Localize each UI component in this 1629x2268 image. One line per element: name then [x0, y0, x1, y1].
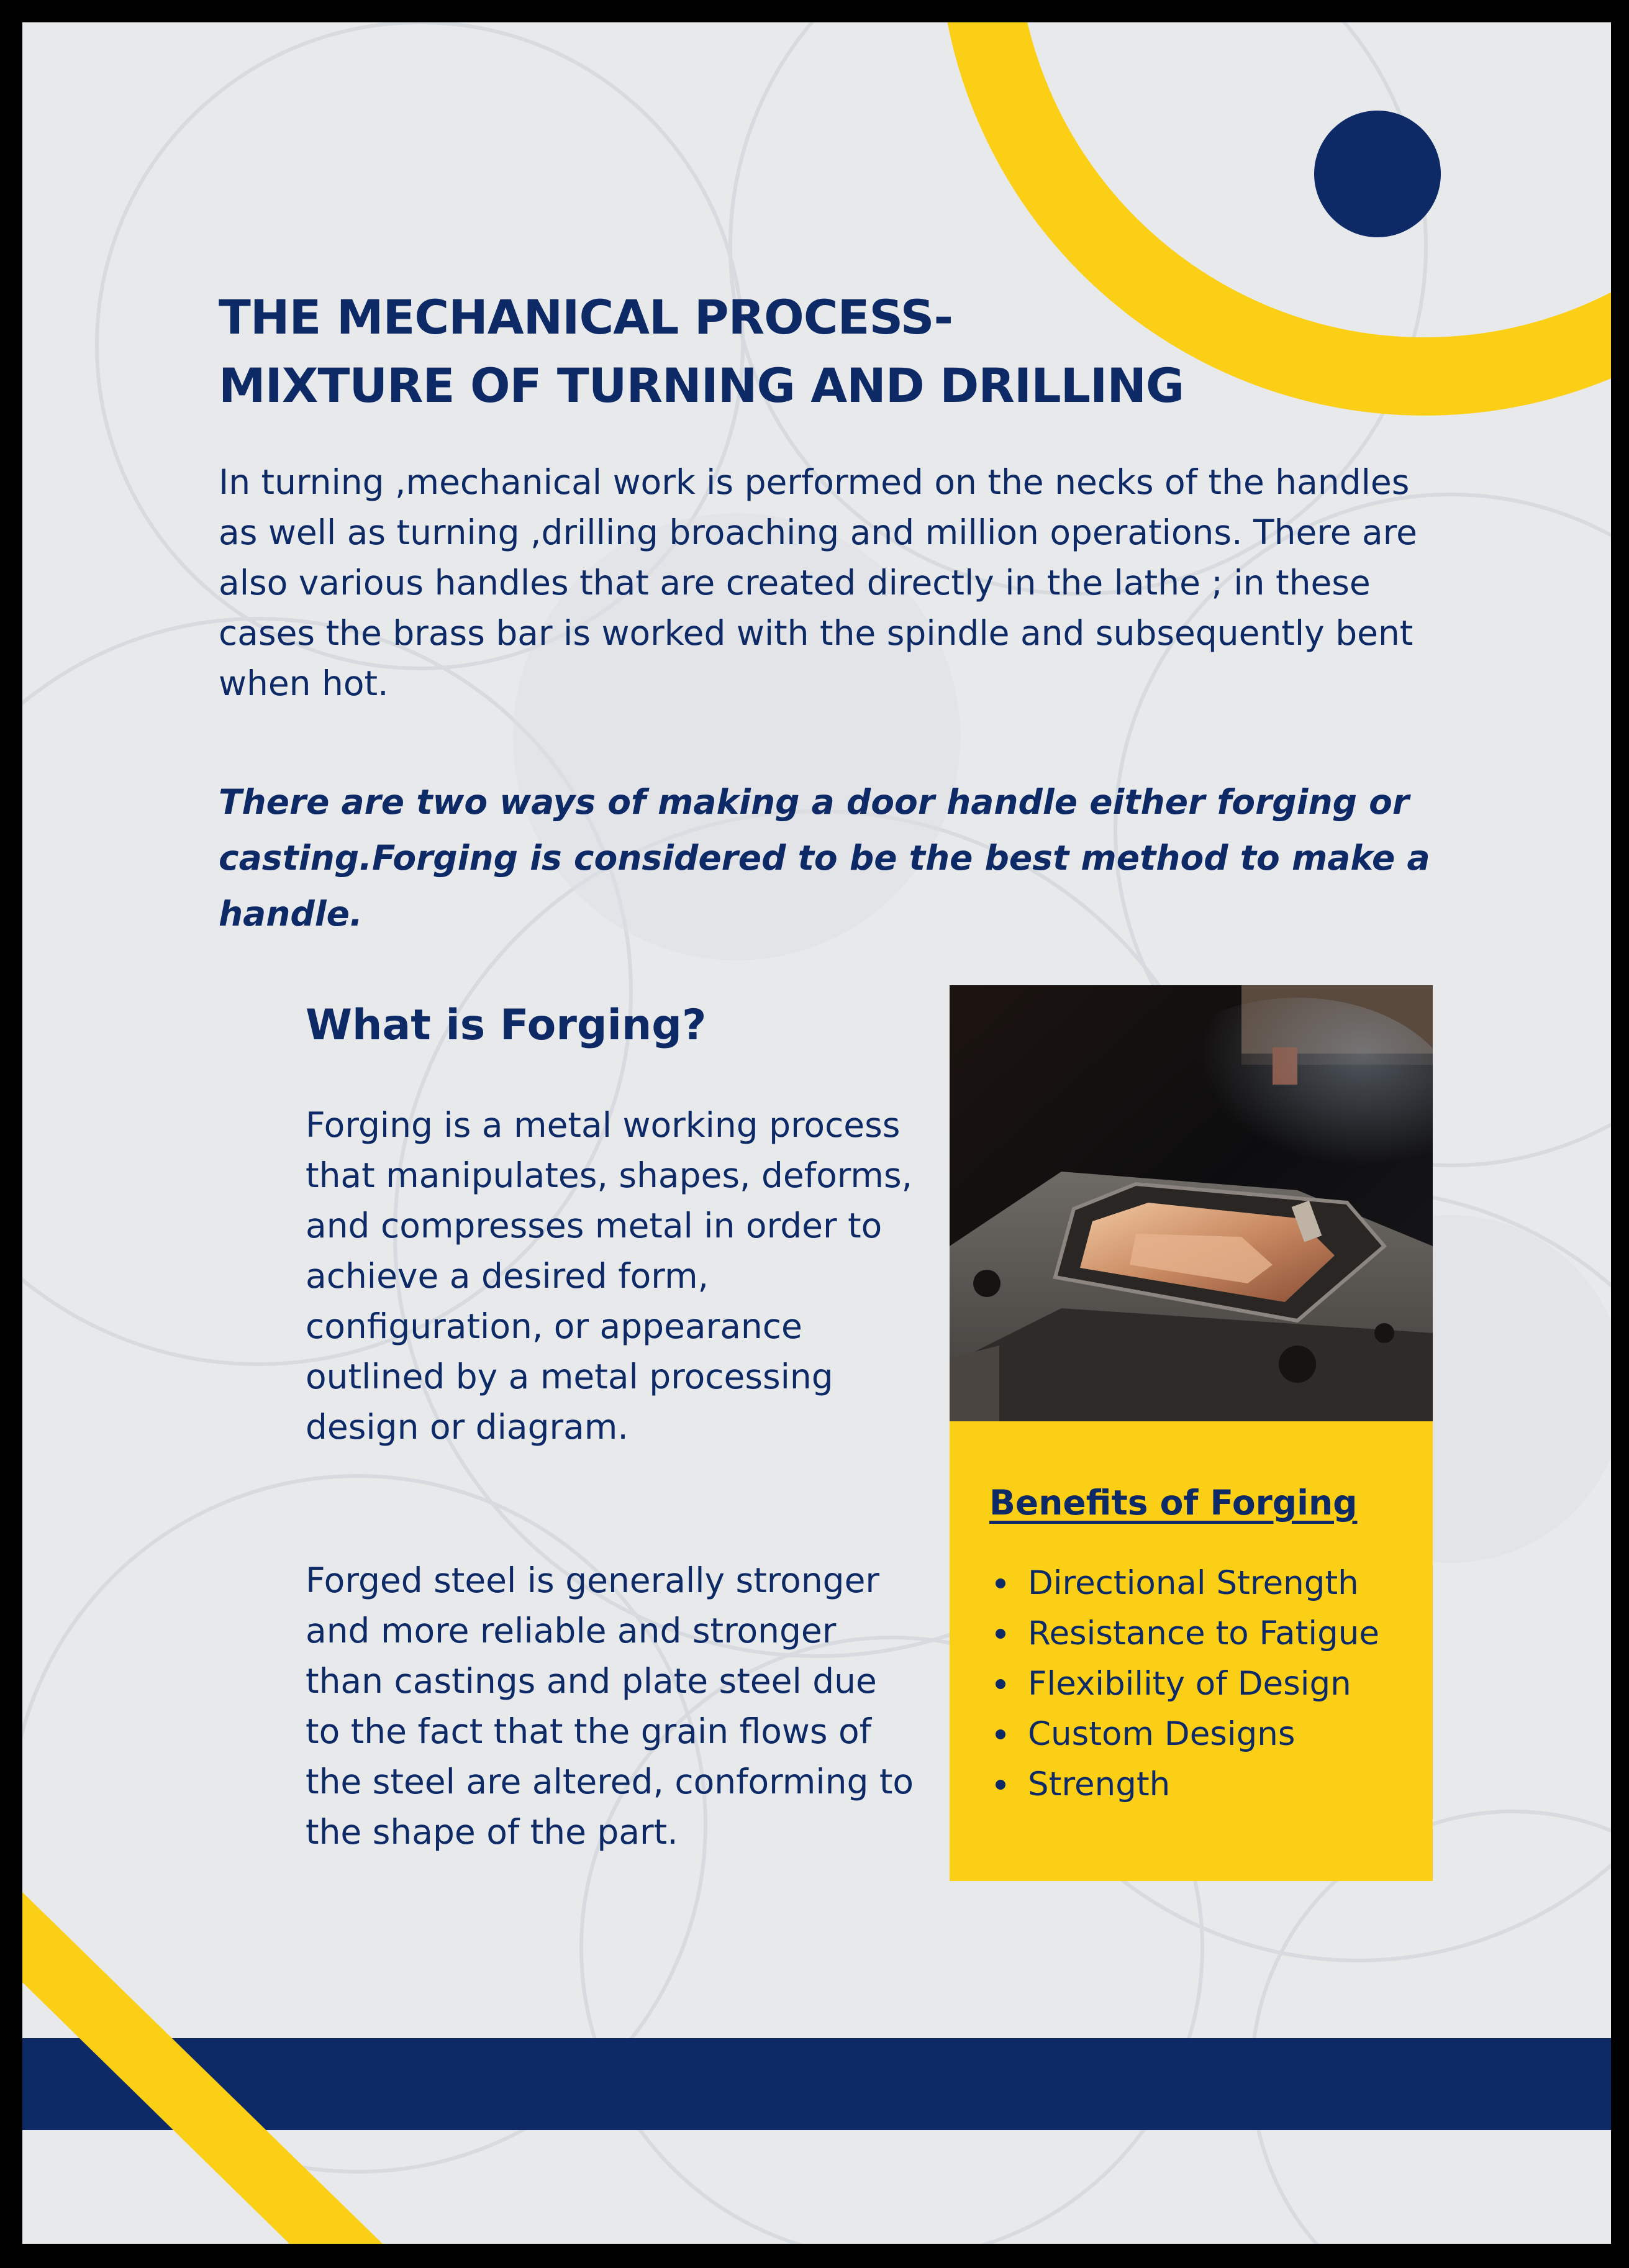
- forging-die-photo: [950, 985, 1433, 1421]
- navy-dot: [1314, 111, 1441, 237]
- forging-strength-paragraph: Forged steel is generally stronger and more reliable and stronger than castings and plate steel due to the fact that the grain flows of the steel are altered, conforming to the shape of the part.: [306, 1560, 914, 1852]
- intro-paragraph: In turning ,mechanical work is performed on the necks of the handles as well as turning ,drilling broaching and million operations. There are also various handles that are created directly in the lathe ; in these cases the brass bar is worked with the spindle and subsequently bent when hot.: [219, 462, 1417, 703]
- forging-die-illustration: [950, 985, 1433, 1421]
- benefits-list: [989, 1558, 1424, 1810]
- benefits-box: [950, 1421, 1433, 1881]
- benefit-item: Resistance to Fatigue: [989, 1608, 1424, 1659]
- page-title: [219, 283, 1399, 420]
- forging-heading: What is Forging?: [306, 1001, 707, 1050]
- emphasis-paragraph: There are two ways of making a door handle either forging or casting.Forging is considered to be the best method to make a handle.: [219, 782, 1430, 934]
- benefit-item: Directional Strength: [989, 1558, 1424, 1608]
- benefit-item: Custom Designs: [989, 1709, 1424, 1759]
- benefits-title: Benefits of Forging: [989, 1483, 1358, 1523]
- brochure-page: [22, 22, 1611, 2244]
- benefit-item: Flexibility of Design: [989, 1659, 1424, 1709]
- title-line-1: THE MECHANICAL PROCESS-: [219, 289, 953, 345]
- forging-definition: Forging is a metal working process that manipulates, shapes, deforms, and compresses metal in order to achieve a desired form, configuration, or appearance outlined by a metal processing design or diagram.: [306, 1105, 913, 1447]
- footer-band: [22, 2038, 1611, 2130]
- title-line-2: MIXTURE OF TURNING AND DRILLING: [219, 358, 1184, 413]
- benefit-item: Strength: [989, 1759, 1424, 1810]
